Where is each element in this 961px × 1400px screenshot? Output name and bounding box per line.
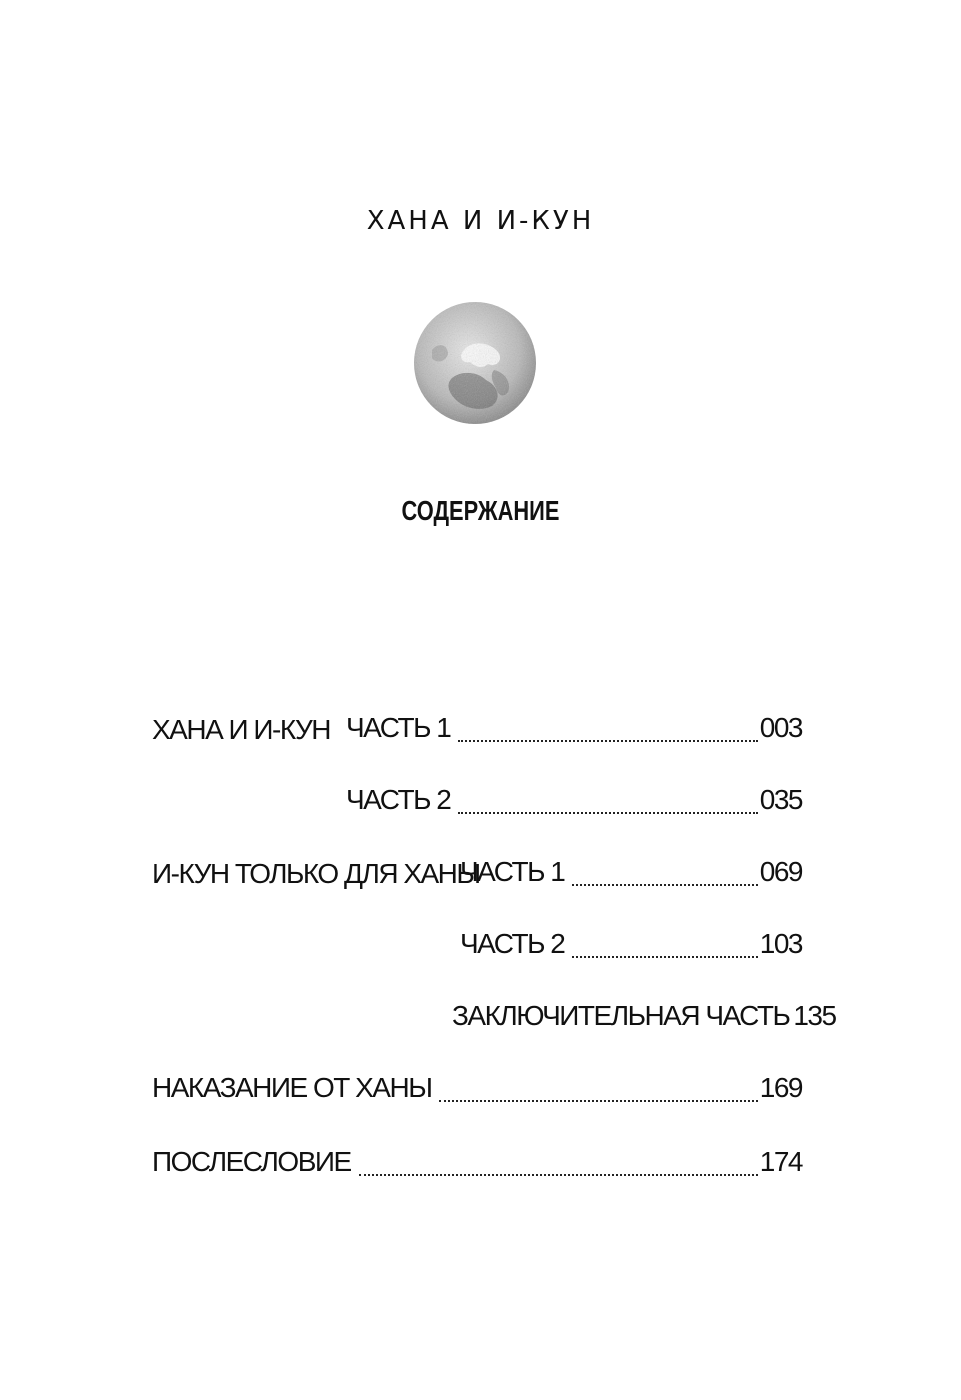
toc-dot-leader [458, 740, 757, 742]
toc-entry-label: ЧАСТЬ 1 [460, 856, 565, 887]
moon-illustration [412, 300, 538, 426]
toc-dot-leader [458, 812, 757, 814]
toc-page-number: 035 [759, 784, 802, 815]
toc-dot-leader [359, 1174, 758, 1176]
toc-entry-label: ЧАСТЬ 2 [346, 784, 451, 815]
toc-entry-label: ЧАСТЬ 1 [346, 712, 451, 743]
toc-entry[interactable] [346, 712, 802, 752]
toc-entry-label: ПОСЛЕСЛОВИЕ [152, 1146, 351, 1177]
toc-entry[interactable] [346, 784, 802, 824]
toc-page-number: 169 [759, 1072, 802, 1103]
book-title: ХАНА И И-КУН [366, 206, 595, 236]
toc-page-number: 103 [759, 928, 802, 959]
toc-entry[interactable] [460, 856, 802, 896]
toc-dot-leader [572, 884, 757, 886]
toc-page-number: 069 [759, 856, 802, 887]
toc-entry[interactable] [152, 1146, 802, 1186]
toc-dot-leader [439, 1100, 757, 1102]
toc-entry[interactable] [152, 1072, 802, 1112]
toc-entry-label: НАКАЗАНИЕ ОТ ХАНЫ [152, 1072, 432, 1103]
toc-entry[interactable] [460, 928, 802, 968]
toc-page-number: 003 [759, 712, 802, 743]
toc-series-label: И-КУН ТОЛЬКО ДЛЯ ХАНЫ [152, 858, 480, 889]
toc-series-label: ХАНА И И-КУН [152, 714, 331, 745]
toc-entry-label: ЧАСТЬ 2 [460, 928, 565, 959]
contents-heading: СОДЕРЖАНИЕ [401, 495, 560, 526]
toc-page-number: 174 [759, 1146, 802, 1177]
toc-entry-label: ЗАКЛЮЧИТЕЛЬНАЯ ЧАСТЬ [452, 1000, 790, 1031]
toc-dot-leader [572, 956, 757, 958]
toc-entry[interactable] [452, 1000, 836, 1040]
toc-page-number: 135 [793, 1000, 836, 1031]
